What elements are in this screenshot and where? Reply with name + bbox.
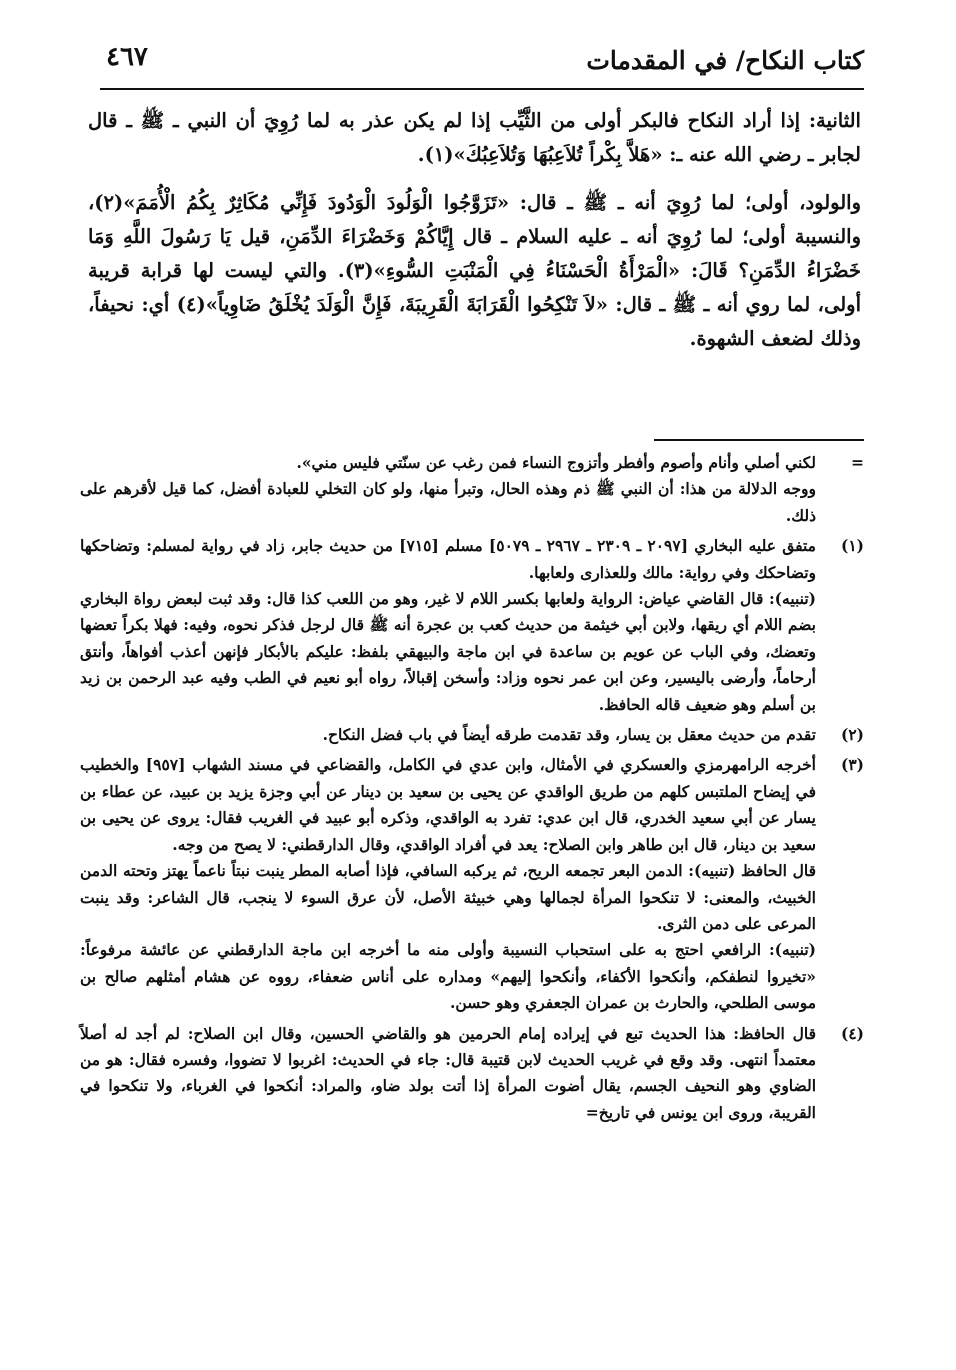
footnote-1 [80, 533, 864, 718]
footnote-line: ووجه الدلالة من هذا: أن النبي ﷺ ذم وهذه الحال، وتبرأ منها، ولو كان التخلي للعبادة أفضل، كما قيل لأقرهم على ذلك. [80, 479, 816, 525]
footnote-body [80, 533, 816, 718]
main-text [88, 104, 861, 370]
footnote-continuation [80, 450, 864, 529]
page-number: ٤٦٧ [106, 42, 148, 72]
footnote-3 [80, 752, 864, 1016]
footnote-4 [80, 1021, 864, 1127]
paragraph-1 [88, 104, 861, 172]
footnote-marker: (٣) [840, 755, 864, 775]
footnote-marker: (٢) [840, 725, 864, 745]
footnote-marker: (٤) [840, 1023, 864, 1043]
footnote-line: لكني أصلي وأنام وأصوم وأفطر وأتزوج النساء فمن رغب عن سنّتي فليس مني». [296, 453, 816, 472]
running-title: كتاب النكاح/ في المقدمات [586, 46, 864, 75]
footnote-line: قال الحافظ: هذا الحديث تبع في إيراده إمام الحرمين هو والقاضي الحسين، وقال ابن الصلاح: لم أجد له أصلاً معتمداً انتهى. وقد وقع في غريب الحديث لابن قتيبة قال: جاء في الحديث: اغربوا لا تضووا، وفسره فقال: هو من الضاوي وهو النحيف الجسم، يقال أضوت المرأة إذا أتت بولد ضاو، والمراد: أنكحوا في الغرباء، ولا تنكحوا في القريبة، وروى ابن يونس في تاريخ= [80, 1023, 816, 1122]
footnote-body [80, 722, 816, 748]
paragraph-2: والولود، أولى؛ لما رُوِيَ أنه ـ ﷺ ـ قال: «تَزَوَّجُوا الْوَلُودَ الْوَدُودَ فَإِنِّي مُكَاثِرٌ بِكُمُ الْأُمَمَ»(٢)، والنسيبة أولى؛ لما رُوِيَ أنه ـ عليه السلام ـ قال إِيَّاكُمْ وَخَضْرَاءَ الدِّمَنِ، قيل يَا رَسُولَ اللَّهِ وَمَا خَضْرَاءُ الدِّمَنِ؟ قَالَ: «الْمَرْأَةُ الْحَسْنَاءُ فِي الْمَنْبَتِ السُّوءِ»(٣). والتي ليست لها قرابة قريبة أولى، لما روي أنه ـ ﷺ ـ قال: «لاَ تَنْكِحُوا الْقَرَابَةَ الْقَرِيبَةَ، فَإِنَّ الْوَلَدَ يُخْلَقُ ضَاوِياً»(٤) أي: نحيفاً، وذلك لضعف الشهوة. [88, 191, 861, 350]
footnote-line: تقدم من حديث معقل بن يسار، وقد تقدمت طرقه أيضاً في باب فضل النكاح. [322, 725, 816, 745]
footnote-line: متفق عليه البخاري [٢٠٩٧ ـ ٢٣٠٩ ـ ٢٩٦٧ ـ ٥٠٧٩] مسلم [٧١٥] من حديث جابر، زاد في رواية لمسلم: وتضاحكها وتضاحكك وفي رواية: مالك وللعذارى ولعابها. [80, 536, 816, 582]
footnote-marker: (١) [840, 536, 864, 556]
footnotes [80, 450, 864, 1130]
footnote-body [80, 752, 816, 1016]
footnote-line: أخرجه الرامهرمزي والعسكري في الأمثال، وابن عدي في الكامل، والقضاعي في مسند الشهاب [٩٥٧] والخطيب في إيضاح الملتبس كلهم من طريق الواقدي عن يحيى بن سعيد بن دينار عن أبي وجزة يزيد بن عبيد، عن عطاء بن يسار عن أبي سعيد الخدري، قال ابن عدي: تفرد به الواقدي، وذكره أبو عبيد في الغريب فقال: يروى عن يحيى بن سعيد بن دينار، قال ابن طاهر وابن الصلاح: يعد في أفراد الواقدي، وقال الدارقطني: لا يصح من وجه. [80, 755, 816, 854]
footnote-2 [80, 722, 864, 748]
footnote-body [80, 450, 816, 529]
footnote-line: قال الحافظ (تنبيه): الدمن البعر تجمعه الريح، ثم يركبه السافي، فإذا أصابه المطر ينبت نبتاً ناعماً يهتز وتحته الدمن الخبيث، والمعنى: لا تنكحوا المرأة لجمالها وهي خبيثة الأصل، لأن عرق السوء لا ينجب، قال الشاعر: وقد ينبت المرعى على دمن الثرى. [80, 861, 816, 933]
paragraph-1-text: إذا أراد النكاح فالبكر أولى من الثَّيِّب إذا لم يكن عذر به لما رُوِيَ أن النبي ـ ﷺ ـ قال لجابر ـ رضي الله عنه ـ: «هَلاَّ بِكْراً تُلاَعِبُهَا وَتُلاَعِبُكَ»(١). [88, 109, 861, 166]
footnote-line: (تنبيه): قال القاضي عياض: الرواية ولعابها بكسر اللام لا غير، وهو من اللعب كذا قال: وقد ثبت لبعض رواة البخاري بضم اللام أي ريقها، ولابن أبي خيثمة من حديث كعب بن عجرة أنه ﷺ قال لرجل فذكر نحوه، وفيه: فهلا بكراً تعضها وتعضك، وفي الباب عن عويم بن ساعدة في ابن ماجة والبيهقي بلفظ: عليكم بالأبكار فإنهن أعذب أفواهاً، وأنتق أرحاماً، وأرضى باليسير، وعن ابن عمر نحوه وزاد: وأسخن إقبالاً، رواه أبو نعيم في الطب وفيه عبد الرحمن بن زيد بن أسلم وهو ضعيف قاله الحافظ. [80, 589, 816, 714]
paragraph-1-lead: الثانية: [808, 109, 861, 132]
footnote-divider [654, 439, 864, 441]
page-header [100, 40, 864, 90]
footnote-body [80, 1021, 816, 1127]
footnote-line: (تنبيه): الرافعي احتج به على استحباب النسيبة وأولى منه ما أخرجه ابن ماجة الدارقطني عن عائشة مرفوعاً: «تخيروا لنطفكم، وأنكحوا الأكفاء، وأنكحوا إليهم» ومداره على أناس ضعفاء، رووه عن هشام أمثلهم صالح بن موسى الطلحي، والحارث بن عمران الجعفري وهو حسن. [80, 940, 816, 1013]
footnote-marker: = [851, 453, 864, 472]
